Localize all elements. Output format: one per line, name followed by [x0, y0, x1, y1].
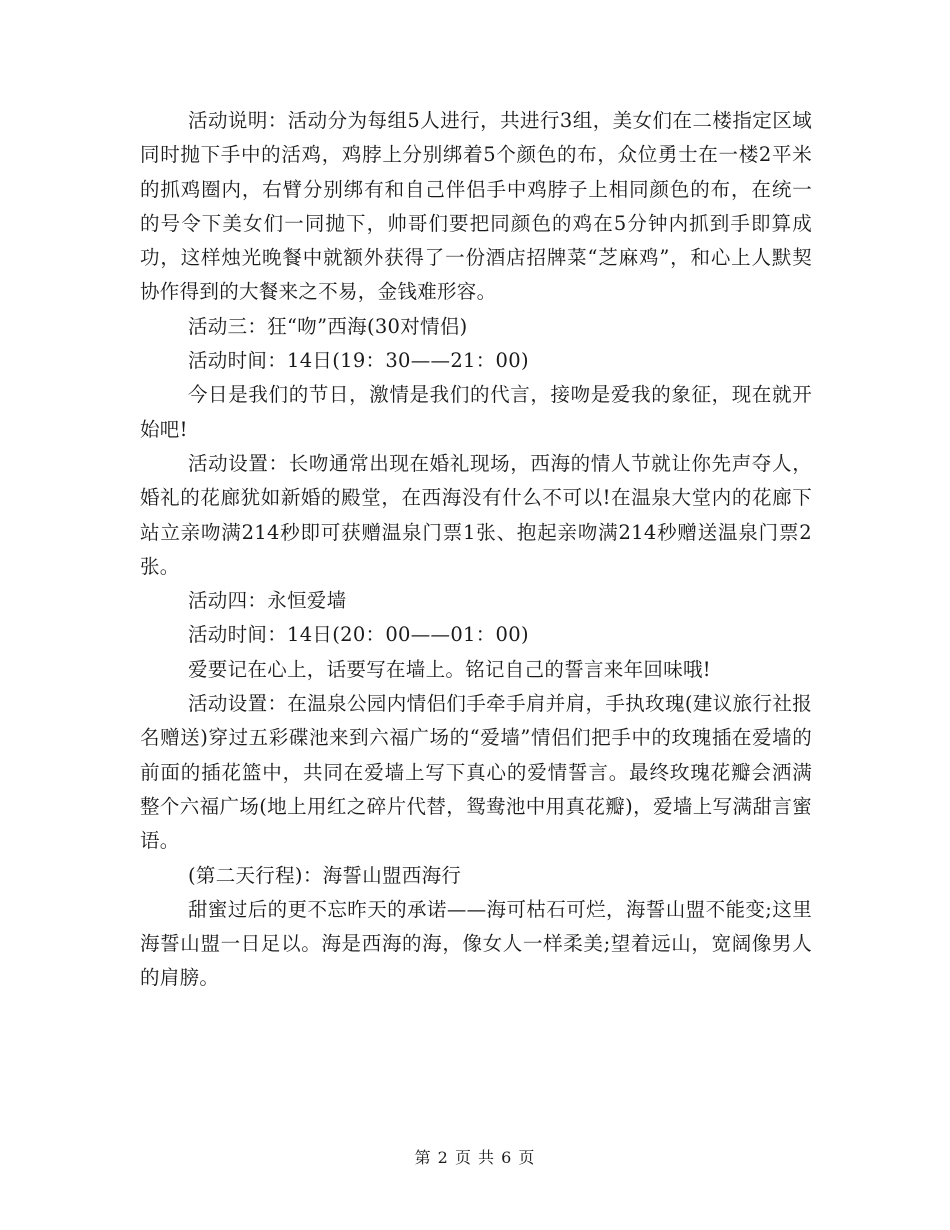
paragraph-day-two-text: 甜蜜过后的更不忘昨天的承诺——海可枯石可烂，海誓山盟不能变;这里海誓山盟一日足以。海是西海的海，像女人一样柔美;望着远山，宽阔像男人的肩膀。: [140, 897, 812, 990]
paragraph-activity-four-title: 活动四：永恒爱墙: [188, 589, 347, 613]
paragraph-activity-four-time: 活动时间：14日(20：00——01：00): [188, 623, 529, 647]
paragraph-activity-description: 活动说明：活动分为每组5人进行，共进行3组，美女们在二楼指定区域同时抛下手中的活鸡，鸡脖上分别绑着5个颜色的布，众位勇士在一楼2平米的抓鸡圈内，右臂分别绑有和自己伴侣手中鸡脖子上相同颜色的布，在统一的号令下美女们一同抛下，帅哥们要把同颜色的鸡在5分钟内抓到手即算成功，这样烛光晚餐中就额外获得了一份酒店招牌菜“芝麻鸡”，和心上人默契协作得到的大餐来之不易，金钱难形容。: [140, 109, 812, 304]
paragraph-activity-three-setup: 活动设置：长吻通常出现在婚礼现场，西海的情人节就让你先声夺人，婚礼的花廊犹如新婚的殿堂，在西海没有什么不可以!在温泉大堂内的花廊下站立亲吻满214秒即可获赠温泉门票1张、抱起亲吻满214秒赠送温泉门票2张。: [140, 451, 812, 578]
paragraph-activity-three-time: 活动时间：14日(19：30——21：00): [188, 349, 529, 373]
paragraph-activity-four-setup: 活动设置：在温泉公园内情侣们手牵手肩并肩，手执玫瑰(建议旅行社报名赠送)穿过五彩碟池来到六福广场的“爱墙”情侣们把手中的玫瑰插在爱墙的前面的插花篮中，共同在爱墙上写下真心的爱情誓言。最终玫瑰花瓣会洒满整个六福广场(地上用红之碎片代替，鸳鸯池中用真花瓣)，爱墙上写满甜言蜜语。: [140, 692, 812, 853]
paragraph-activity-three-intro: 今日是我们的节日，激情是我们的代言，接吻是爱我的象征，现在就开始吧!: [140, 383, 812, 441]
paragraph-day-two-title: (第二天行程)：海誓山盟西海行: [188, 863, 462, 887]
paragraph-activity-three-title: 活动三：狂“吻”西海(30对情侣): [188, 314, 468, 338]
page-number-footer: 第 2 页 共 6 页: [414, 1148, 536, 1167]
paragraph-activity-four-intro: 爱要记在心上，话要写在墙上。铭记自己的誓言来年回味哦!: [188, 657, 711, 681]
page-body: [140, 104, 812, 996]
